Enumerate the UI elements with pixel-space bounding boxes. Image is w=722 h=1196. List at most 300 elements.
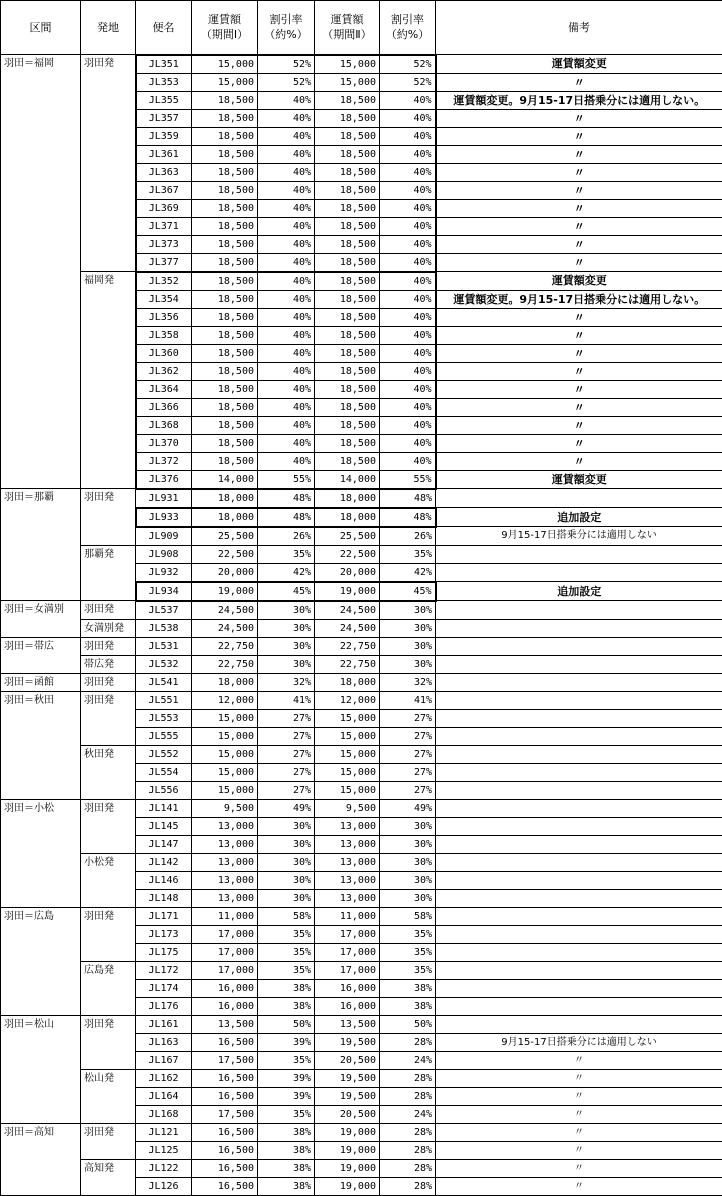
fare-period-2-cell: 15,000 [315,709,380,727]
note-cell: 〃 [436,452,722,470]
origin-cell: 羽田発 [81,489,136,546]
origin-cell: 高知発 [81,1159,136,1195]
fare-period-2-cell: 24,500 [315,601,380,620]
note-cell [436,817,722,835]
flight-cell: JL555 [136,727,192,745]
flight-cell: JL146 [136,871,192,889]
fare-period-1-cell: 20,000 [192,563,258,582]
note-cell: 〃 [436,1051,722,1069]
rate-period-1-cell: 38% [258,1141,315,1159]
fare-period-2-cell: 17,000 [315,961,380,979]
flight-cell: JL932 [136,563,192,582]
rate-period-2-cell: 58% [380,907,436,925]
fare-period-1-cell: 18,500 [192,344,258,362]
flight-cell: JL931 [136,489,192,508]
fare-period-1-cell: 17,500 [192,1051,258,1069]
table-row [1,489,722,508]
rate-period-1-cell: 38% [258,979,315,997]
fare-period-1-cell: 22,750 [192,637,258,655]
table-row [1,272,722,291]
origin-cell: 羽田発 [81,691,136,745]
fare-period-2-cell: 15,000 [315,781,380,799]
fare-period-1-cell: 15,000 [192,55,258,74]
note-cell [436,997,722,1015]
fare-period-2-cell: 18,500 [315,163,380,181]
fare-period-1-cell: 18,500 [192,434,258,452]
fare-period-1-cell: 17,500 [192,1105,258,1123]
rate-period-1-cell: 40% [258,181,315,199]
section-cell: 羽田＝広島 [1,907,81,1015]
table-row [1,55,722,74]
section-cell: 羽田＝帯広 [1,637,81,673]
flight-cell: JL532 [136,655,192,673]
rate-period-1-cell: 39% [258,1087,315,1105]
note-cell [436,943,722,961]
fare-period-1-cell: 13,000 [192,889,258,907]
note-cell: 追加設定 [436,508,722,527]
note-cell: 〃 [436,362,722,380]
section-cell: 羽田＝小松 [1,799,81,907]
table-row [1,655,722,673]
note-cell: 〃 [436,1105,722,1123]
flight-cell: JL360 [136,344,192,362]
rate-period-2-cell: 30% [380,889,436,907]
rate-period-2-cell: 28% [380,1123,436,1141]
note-cell: 〃 [436,163,722,181]
origin-cell: 羽田発 [81,799,136,853]
fare-period-1-cell: 18,500 [192,272,258,291]
header-fare-period-1: 運賃額 （期間Ⅰ） [192,1,258,55]
rate-period-2-cell: 55% [380,470,436,489]
rate-period-1-cell: 58% [258,907,315,925]
flight-cell: JL353 [136,73,192,91]
fare-period-1-cell: 13,000 [192,835,258,853]
flight-cell: JL161 [136,1015,192,1033]
section-cell: 羽田＝女満別 [1,601,81,638]
flight-cell: JL167 [136,1051,192,1069]
fare-period-2-cell: 22,750 [315,655,380,673]
fare-period-2-cell: 18,000 [315,508,380,527]
rate-period-2-cell: 27% [380,709,436,727]
rate-period-2-cell: 48% [380,508,436,527]
flight-cell: JL366 [136,398,192,416]
fare-period-2-cell: 18,500 [315,109,380,127]
rate-period-1-cell: 35% [258,1051,315,1069]
rate-period-1-cell: 41% [258,691,315,709]
header-flight: 便名 [136,1,192,55]
fare-period-2-cell: 18,500 [315,344,380,362]
note-cell [436,871,722,889]
fare-period-1-cell: 18,500 [192,217,258,235]
rate-period-1-cell: 40% [258,362,315,380]
origin-cell: 帯広発 [81,655,136,673]
flight-cell: JL369 [136,199,192,217]
rate-period-2-cell: 40% [380,344,436,362]
fare-period-2-cell: 22,500 [315,545,380,563]
fare-period-1-cell: 18,000 [192,673,258,691]
rate-period-2-cell: 30% [380,655,436,673]
rate-period-2-cell: 41% [380,691,436,709]
fare-period-2-cell: 13,000 [315,817,380,835]
flight-cell: JL359 [136,127,192,145]
rate-period-1-cell: 35% [258,545,315,563]
rate-period-2-cell: 40% [380,145,436,163]
rate-period-1-cell: 48% [258,489,315,508]
note-cell: 〃 [436,109,722,127]
rate-period-2-cell: 27% [380,727,436,745]
fare-period-2-cell: 20,500 [315,1105,380,1123]
table-row [1,907,722,925]
rate-period-1-cell: 30% [258,871,315,889]
flight-cell: JL372 [136,452,192,470]
note-cell [436,673,722,691]
note-cell [436,763,722,781]
note-cell: 〃 [436,1123,722,1141]
fare-period-1-cell: 15,000 [192,745,258,763]
flight-cell: JL934 [136,582,192,601]
rate-period-1-cell: 27% [258,709,315,727]
header-section: 区間 [1,1,81,55]
table-row [1,961,722,979]
fare-period-1-cell: 15,000 [192,73,258,91]
flight-cell: JL173 [136,925,192,943]
flight-cell: JL162 [136,1069,192,1087]
flight-cell: JL174 [136,979,192,997]
fare-period-2-cell: 18,500 [315,452,380,470]
note-cell [436,691,722,709]
section-cell: 羽田＝福岡 [1,55,81,489]
rate-period-1-cell: 40% [258,308,315,326]
flight-cell: JL556 [136,781,192,799]
rate-period-1-cell: 40% [258,127,315,145]
rate-period-2-cell: 40% [380,434,436,452]
fare-period-2-cell: 19,000 [315,1123,380,1141]
rate-period-2-cell: 45% [380,582,436,601]
fare-period-1-cell: 9,500 [192,799,258,817]
fare-period-1-cell: 16,500 [192,1069,258,1087]
fare-period-2-cell: 20,500 [315,1051,380,1069]
fare-period-1-cell: 13,500 [192,1015,258,1033]
rate-period-1-cell: 38% [258,1123,315,1141]
rate-period-2-cell: 35% [380,925,436,943]
fare-period-1-cell: 16,000 [192,997,258,1015]
note-cell: 〃 [436,73,722,91]
header-rate-period-2: 割引率 （約%） [380,1,436,55]
note-cell: 〃 [436,434,722,452]
fare-period-2-cell: 17,000 [315,925,380,943]
fare-period-2-cell: 24,500 [315,619,380,637]
note-cell [436,853,722,871]
table-row [1,799,722,817]
rate-period-1-cell: 30% [258,601,315,620]
fare-period-2-cell: 18,500 [315,416,380,434]
fare-period-2-cell: 19,000 [315,1177,380,1195]
flight-cell: JL351 [136,55,192,74]
fare-table-body [1,55,722,1196]
rate-period-2-cell: 35% [380,943,436,961]
flight-cell: JL145 [136,817,192,835]
note-cell: 運賃額変更 [436,470,722,489]
rate-period-1-cell: 27% [258,781,315,799]
rate-period-1-cell: 40% [258,398,315,416]
origin-cell: 羽田発 [81,601,136,620]
flight-cell: JL122 [136,1159,192,1177]
rate-period-2-cell: 48% [380,489,436,508]
fare-period-2-cell: 18,500 [315,199,380,217]
rate-period-2-cell: 40% [380,109,436,127]
origin-cell: 羽田発 [81,55,136,272]
flight-cell: JL551 [136,691,192,709]
fare-period-1-cell: 18,500 [192,91,258,109]
note-cell: 〃 [436,145,722,163]
fare-period-2-cell: 13,000 [315,871,380,889]
rate-period-1-cell: 40% [258,272,315,291]
rate-period-1-cell: 50% [258,1015,315,1033]
rate-period-1-cell: 30% [258,655,315,673]
flight-cell: JL355 [136,91,192,109]
flight-cell: JL172 [136,961,192,979]
flight-cell: JL176 [136,997,192,1015]
origin-cell: 羽田発 [81,637,136,655]
fare-period-1-cell: 18,500 [192,362,258,380]
fare-period-2-cell: 15,000 [315,73,380,91]
section-cell: 羽田＝松山 [1,1015,81,1123]
note-cell [436,979,722,997]
rate-period-1-cell: 30% [258,835,315,853]
rate-period-1-cell: 30% [258,853,315,871]
rate-period-2-cell: 40% [380,398,436,416]
flight-cell: JL538 [136,619,192,637]
rate-period-1-cell: 40% [258,145,315,163]
rate-period-1-cell: 55% [258,470,315,489]
note-cell: 〃 [436,181,722,199]
flight-cell: JL354 [136,290,192,308]
flight-cell: JL554 [136,763,192,781]
fare-period-1-cell: 18,500 [192,235,258,253]
rate-period-1-cell: 40% [258,434,315,452]
fare-period-2-cell: 18,500 [315,217,380,235]
note-cell: 〃 [436,199,722,217]
flight-cell: JL363 [136,163,192,181]
fare-period-2-cell: 18,500 [315,181,380,199]
rate-period-1-cell: 35% [258,925,315,943]
flight-cell: JL125 [136,1141,192,1159]
table-row [1,601,722,620]
fare-period-1-cell: 16,000 [192,979,258,997]
rate-period-2-cell: 28% [380,1033,436,1051]
origin-cell: 広島発 [81,961,136,1015]
fare-period-2-cell: 19,500 [315,1087,380,1105]
fare-period-2-cell: 25,500 [315,527,380,546]
note-cell: 運賃額変更 [436,55,722,74]
fare-period-2-cell: 18,500 [315,434,380,452]
fare-period-1-cell: 18,500 [192,398,258,416]
note-cell [436,637,722,655]
note-cell: 運賃額変更 [436,272,722,291]
origin-cell: 羽田発 [81,1123,136,1159]
rate-period-2-cell: 49% [380,799,436,817]
rate-period-1-cell: 52% [258,55,315,74]
fare-period-1-cell: 18,500 [192,109,258,127]
rate-period-1-cell: 35% [258,943,315,961]
rate-period-1-cell: 48% [258,508,315,527]
flight-cell: JL352 [136,272,192,291]
rate-period-2-cell: 40% [380,290,436,308]
rate-period-2-cell: 40% [380,181,436,199]
origin-cell: 羽田発 [81,1015,136,1069]
fare-period-2-cell: 13,000 [315,853,380,871]
rate-period-2-cell: 24% [380,1105,436,1123]
rate-period-2-cell: 32% [380,673,436,691]
note-cell: 運賃額変更。9月15-17日搭乗分には適用しない。 [436,91,722,109]
rate-period-1-cell: 35% [258,961,315,979]
table-row [1,1123,722,1141]
origin-cell: 羽田発 [81,673,136,691]
note-cell [436,655,722,673]
flight-cell: JL908 [136,545,192,563]
fare-period-2-cell: 18,500 [315,308,380,326]
fare-period-1-cell: 18,500 [192,308,258,326]
note-cell: 〃 [436,1141,722,1159]
rate-period-2-cell: 30% [380,619,436,637]
table-row [1,637,722,655]
flight-cell: JL537 [136,601,192,620]
rate-period-1-cell: 40% [258,452,315,470]
flight-cell: JL163 [136,1033,192,1051]
header-note: 備考 [436,1,722,55]
rate-period-1-cell: 40% [258,91,315,109]
flight-cell: JL147 [136,835,192,853]
note-cell [436,799,722,817]
rate-period-1-cell: 30% [258,889,315,907]
rate-period-2-cell: 40% [380,235,436,253]
rate-period-2-cell: 30% [380,835,436,853]
fare-period-1-cell: 18,500 [192,416,258,434]
flight-cell: JL141 [136,799,192,817]
table-row [1,853,722,871]
flight-cell: JL553 [136,709,192,727]
note-cell: 追加設定 [436,582,722,601]
fare-period-1-cell: 16,500 [192,1123,258,1141]
note-cell [436,1015,722,1033]
fare-period-1-cell: 25,500 [192,527,258,546]
note-cell: 〃 [436,235,722,253]
flight-cell: JL531 [136,637,192,655]
rate-period-1-cell: 40% [258,380,315,398]
origin-cell: 小松発 [81,853,136,907]
note-cell: 〃 [436,380,722,398]
rate-period-2-cell: 38% [380,997,436,1015]
fare-period-1-cell: 18,500 [192,145,258,163]
fare-period-1-cell: 17,000 [192,961,258,979]
rate-period-1-cell: 42% [258,563,315,582]
flight-cell: JL909 [136,527,192,546]
flight-cell: JL541 [136,673,192,691]
note-cell: 〃 [436,308,722,326]
rate-period-2-cell: 35% [380,545,436,563]
rate-period-2-cell: 40% [380,416,436,434]
rate-period-1-cell: 27% [258,727,315,745]
flight-cell: JL933 [136,508,192,527]
note-cell [436,835,722,853]
rate-period-2-cell: 40% [380,127,436,145]
note-cell: 〃 [436,1087,722,1105]
rate-period-1-cell: 40% [258,253,315,272]
note-cell: 〃 [436,217,722,235]
note-cell [436,563,722,582]
rate-period-2-cell: 38% [380,979,436,997]
rate-period-2-cell: 40% [380,326,436,344]
rate-period-2-cell: 52% [380,55,436,74]
rate-period-1-cell: 40% [258,163,315,181]
fare-period-2-cell: 13,500 [315,1015,380,1033]
rate-period-1-cell: 38% [258,1177,315,1195]
fare-period-1-cell: 18,500 [192,380,258,398]
flight-cell: JL368 [136,416,192,434]
note-cell: 〃 [436,344,722,362]
origin-cell: 松山発 [81,1069,136,1123]
fare-period-1-cell: 18,000 [192,508,258,527]
table-row [1,673,722,691]
fare-period-1-cell: 16,500 [192,1159,258,1177]
fare-period-1-cell: 24,500 [192,619,258,637]
flight-cell: JL364 [136,380,192,398]
note-cell [436,619,722,637]
note-cell: 〃 [436,1069,722,1087]
table-row [1,1069,722,1087]
flight-cell: JL357 [136,109,192,127]
rate-period-2-cell: 27% [380,781,436,799]
fare-period-2-cell: 19,000 [315,1159,380,1177]
rate-period-1-cell: 39% [258,1033,315,1051]
note-cell: 〃 [436,127,722,145]
rate-period-2-cell: 40% [380,452,436,470]
rate-period-2-cell: 28% [380,1069,436,1087]
rate-period-1-cell: 32% [258,673,315,691]
rate-period-1-cell: 40% [258,290,315,308]
note-cell: 〃 [436,326,722,344]
flight-cell: JL370 [136,434,192,452]
rate-period-1-cell: 35% [258,1105,315,1123]
note-cell [436,709,722,727]
flight-cell: JL373 [136,235,192,253]
note-cell [436,545,722,563]
note-cell [436,961,722,979]
origin-cell: 那覇発 [81,545,136,601]
fare-period-2-cell: 13,000 [315,835,380,853]
flight-cell: JL367 [136,181,192,199]
note-cell [436,489,722,508]
rate-period-2-cell: 30% [380,601,436,620]
note-cell [436,745,722,763]
note-cell: 〃 [436,416,722,434]
flight-cell: JL175 [136,943,192,961]
fare-period-2-cell: 17,000 [315,943,380,961]
fare-period-2-cell: 19,000 [315,1141,380,1159]
section-cell: 羽田＝秋田 [1,691,81,799]
fare-period-2-cell: 18,500 [315,127,380,145]
fare-period-2-cell: 12,000 [315,691,380,709]
rate-period-2-cell: 28% [380,1177,436,1195]
fare-period-1-cell: 16,500 [192,1087,258,1105]
fare-period-2-cell: 18,500 [315,145,380,163]
fare-period-1-cell: 13,000 [192,817,258,835]
fare-period-1-cell: 16,500 [192,1033,258,1051]
rate-period-2-cell: 40% [380,91,436,109]
rate-period-1-cell: 30% [258,619,315,637]
rate-period-1-cell: 40% [258,199,315,217]
fare-period-2-cell: 19,500 [315,1069,380,1087]
